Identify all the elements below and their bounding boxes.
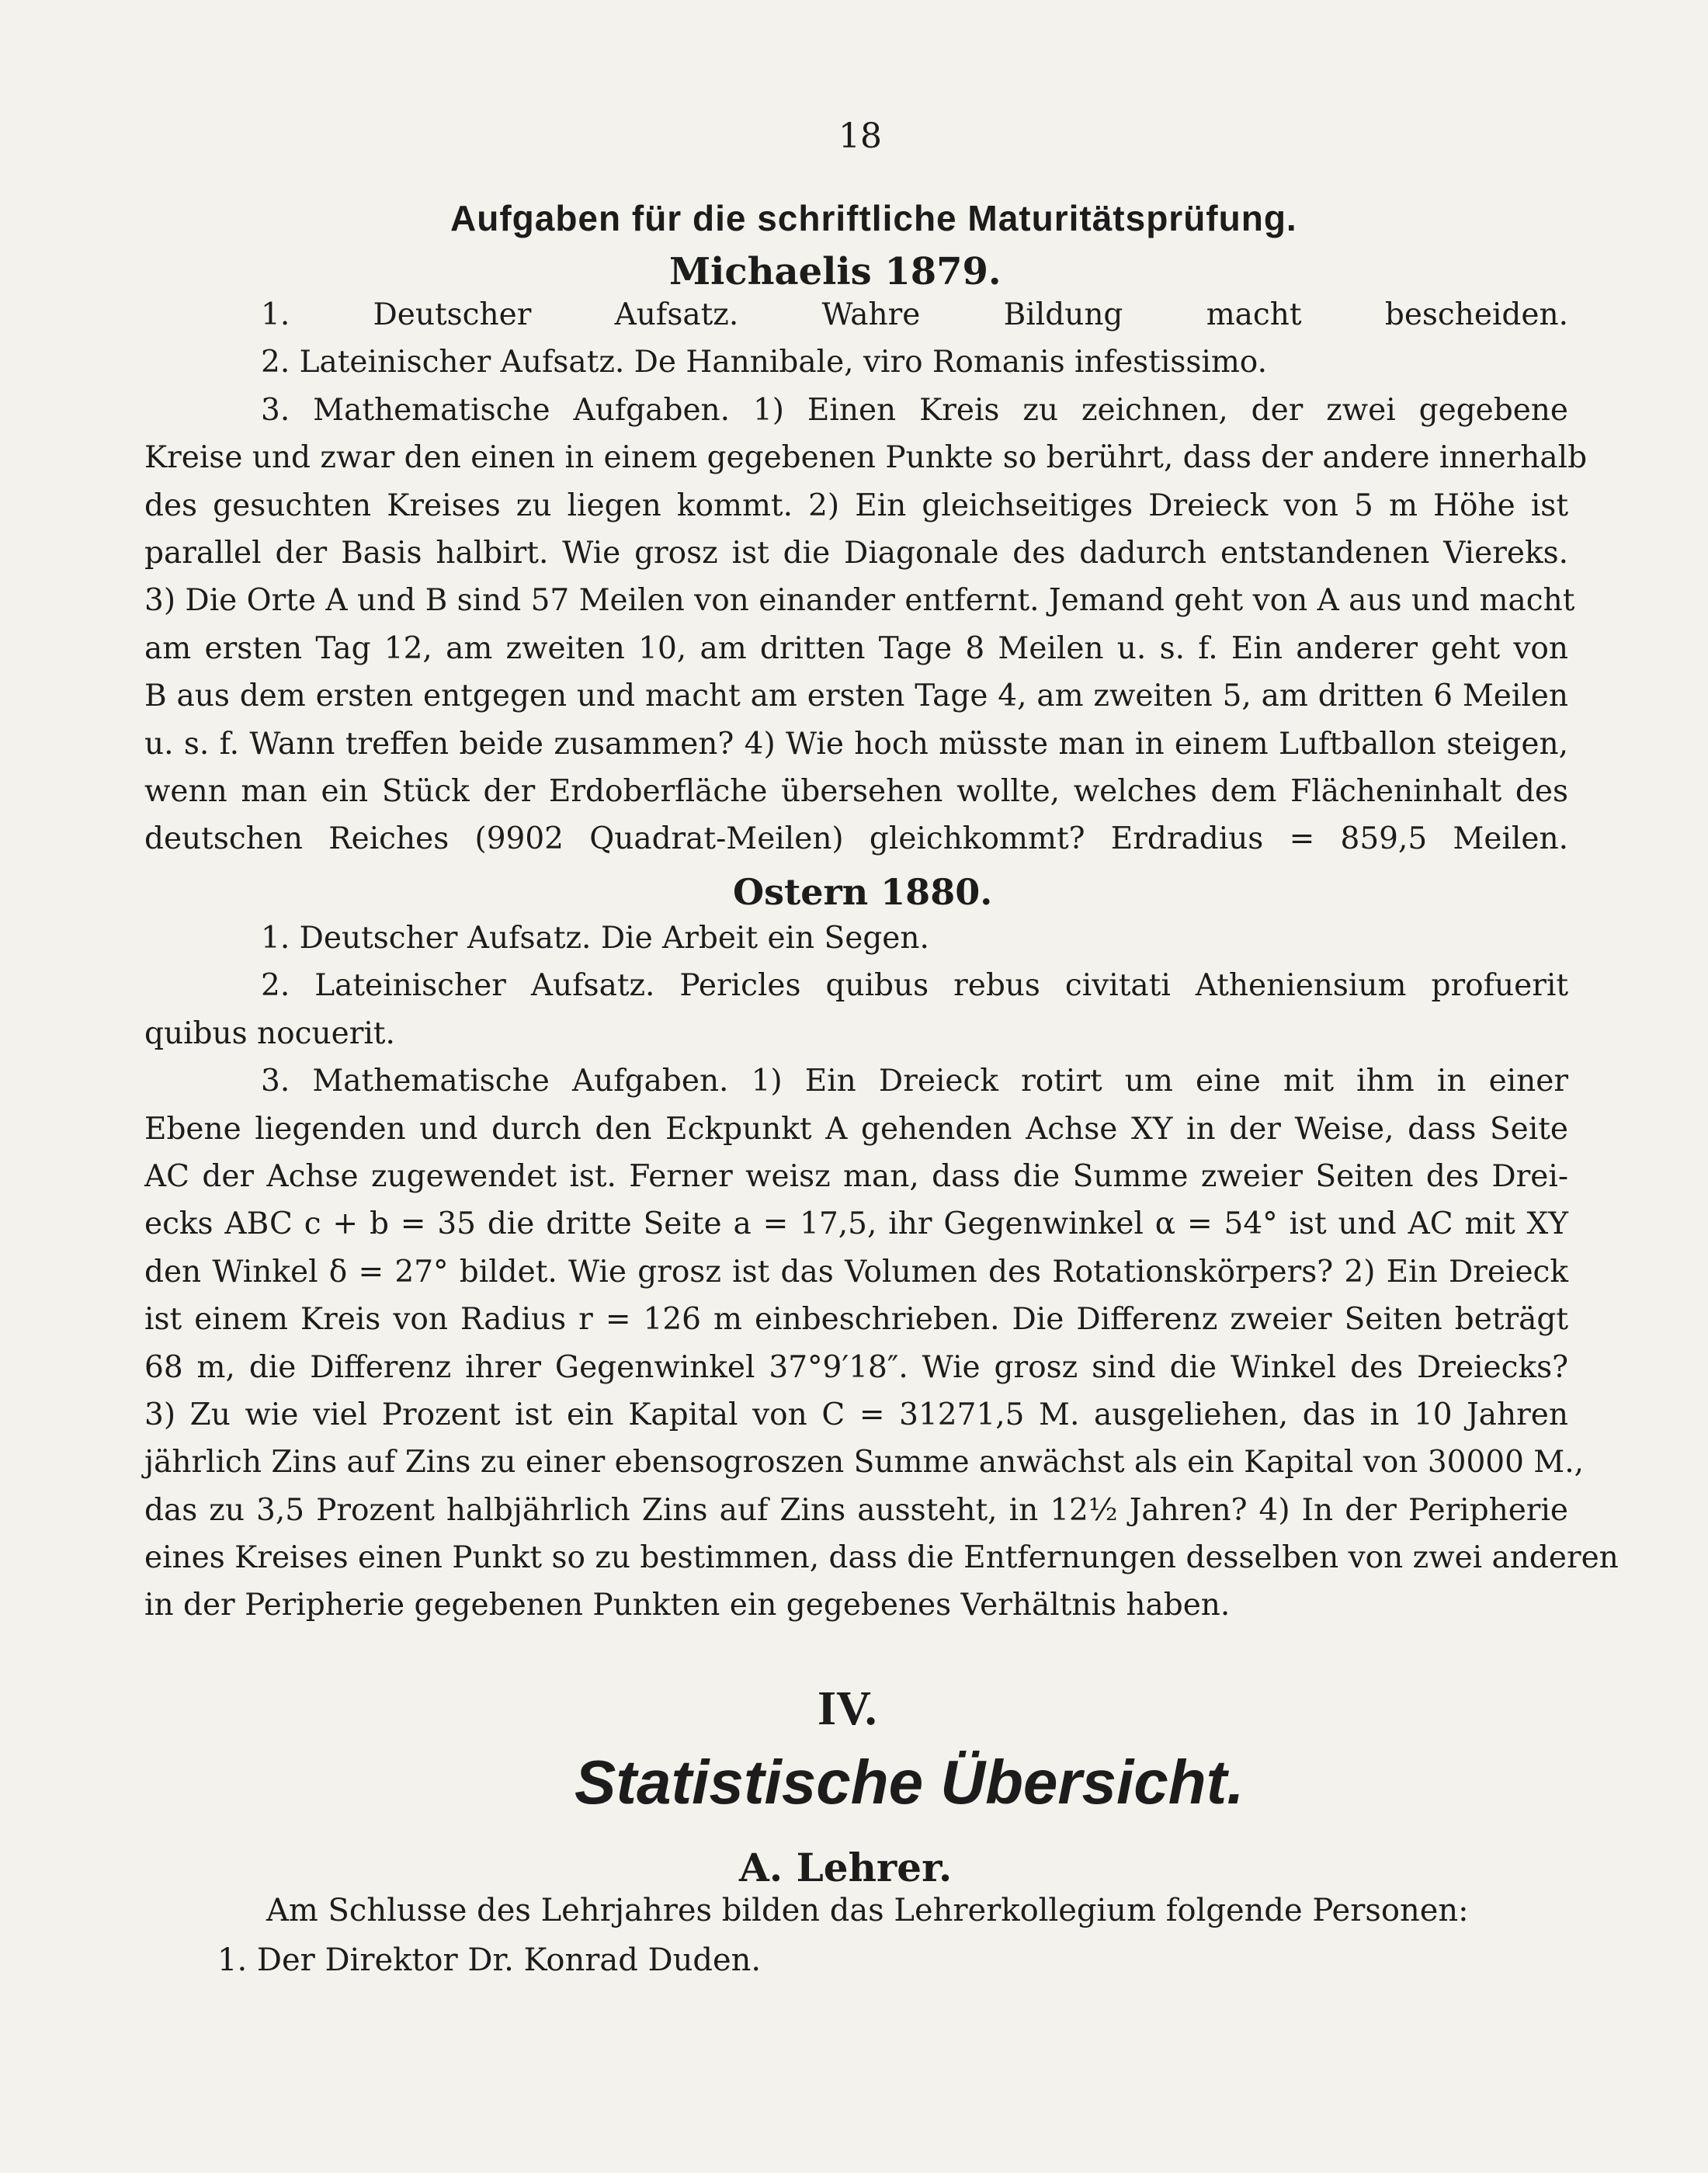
text-line: das zu 3,5 Prozent halbjährlich Zins auf Zins aussteht, in 12½ Jahren? 4) In der Peripherie (144, 1492, 1568, 1528)
intro-sentence: Am Schlusse des Lehrjahres bilden das Lehrerkollegium folgende Personen: (266, 1893, 1469, 1928)
text-line: Kreise und zwar den einen in einem gegebenen Punkte so berührt, dass der andere innerhalb (144, 440, 1588, 476)
text-line: 1. Deutscher Aufsatz. Die Arbeit ein Segen. (261, 921, 929, 956)
text-line: B aus dem ersten entgegen und macht am ersten Tage 4, am zweiten 5, am dritten 6 Meilen (144, 679, 1568, 714)
text-line: 1. Deutscher Aufsatz. Wahre Bildung macht bescheiden. (261, 297, 1568, 332)
michaelis-text (144, 291, 1588, 863)
text-line: ist einem Kreis von Radius r = 126 m einbeschrieben. Die Differenz zweier Seiten beträgt (144, 1302, 1568, 1338)
text-line: 3) Zu wie viel Prozent ist ein Kapital von C = 31271,5 M. ausgeliehen, das in 10 Jahren (144, 1397, 1568, 1432)
text-line: 3. Mathematische Aufgaben. 1) Einen Kreis zu zeichnen, der zwei gegebene (261, 392, 1568, 428)
text-line: 2. Lateinischer Aufsatz. De Hannibale, viro Romanis infestissimo. (261, 345, 1267, 380)
part-title: Statistische Übersicht. (575, 1748, 1245, 1817)
text-line: 3) Die Orte A und B sind 57 Meilen von einander entfernt. Jemand geht von A aus und macht (144, 583, 1575, 619)
text-line: 3. Mathematische Aufgaben. 1) Ein Dreieck rotirt um eine mit ihm in einer (261, 1064, 1568, 1099)
text-line: u. s. f. Wann treffen beide zusammen? 4) Wie hoch müsste man in einem Luftballon steigen, (144, 726, 1568, 762)
text-line: 68 m, die Differenz ihrer Gegenwinkel 37°9′18″. Wie grosz sind die Winkel des Dreiecks? (144, 1349, 1568, 1385)
text-line: parallel der Basis halbirt. Wie grosz ist die Diagonale des dadurch entstandenen Viereks. (144, 535, 1568, 571)
text-line: jährlich Zins auf Zins zu einer ebensogroszen Summe anwächst als ein Kapital von 30000 M., (144, 1445, 1585, 1480)
text-line: Ebene liegenden und durch den Eckpunkt A gehenden Achse XY in der Weise, dass Seite (144, 1111, 1568, 1147)
text-line: ecks ABC c + b = 35 die dritte Seite a = 17,5, ihr Gegenwinkel α = 54° ist und AC mit XY (144, 1206, 1568, 1242)
ostern-text (144, 915, 1619, 1630)
text-line: AC der Achse zugewendet ist. Ferner weisz man, dass die Summe zweier Seiten des Drei- (144, 1158, 1568, 1194)
subheading: A. Lehrer. (739, 1845, 953, 1890)
part-numeral: IV. (818, 1682, 877, 1735)
text-line: 2. Lateinischer Aufsatz. Pericles quibus rebus civitati Atheniensium profuerit (261, 968, 1568, 1004)
text-line: in der Peripherie gegebenen Punkten ein gegebenes Verhältnis haben. (144, 1588, 1231, 1623)
text-line: deutschen Reiches (9902 Quadrat-Meilen) gleichkommt? Erdradius = 859,5 Meilen. (144, 821, 1568, 857)
first-entry: 1. Der Direktor Dr. Konrad Duden. (217, 1942, 762, 1978)
section-heading: Aufgaben für die schriftliche Maturitätsprüfung. (450, 198, 1297, 238)
page-number: 18 (838, 116, 882, 156)
michaelis-title: Michaelis 1879. (669, 250, 1002, 293)
text-line: quibus nocuerit. (144, 1015, 395, 1051)
ostern-title: Ostern 1880. (733, 871, 993, 913)
text-line: den Winkel δ = 27° bildet. Wie grosz ist das Volumen des Rotationskörpers? 2) Ein Dreieck (144, 1254, 1568, 1290)
text-line: des gesuchten Kreises zu liegen kommt. 2) Ein gleichseitiges Dreieck von 5 m Höhe ist (144, 488, 1568, 523)
text-line: wenn man ein Stück der Erdoberfläche übersehen wollte, welches dem Flächeninhalt des (144, 773, 1568, 809)
text-line: am ersten Tag 12, am zweiten 10, am dritten Tage 8 Meilen u. s. f. Ein anderer geht von (144, 630, 1568, 666)
text-line: eines Kreises einen Punkt so zu bestimmen, dass die Entfernungen desselben von zwei anderen (144, 1540, 1619, 1576)
